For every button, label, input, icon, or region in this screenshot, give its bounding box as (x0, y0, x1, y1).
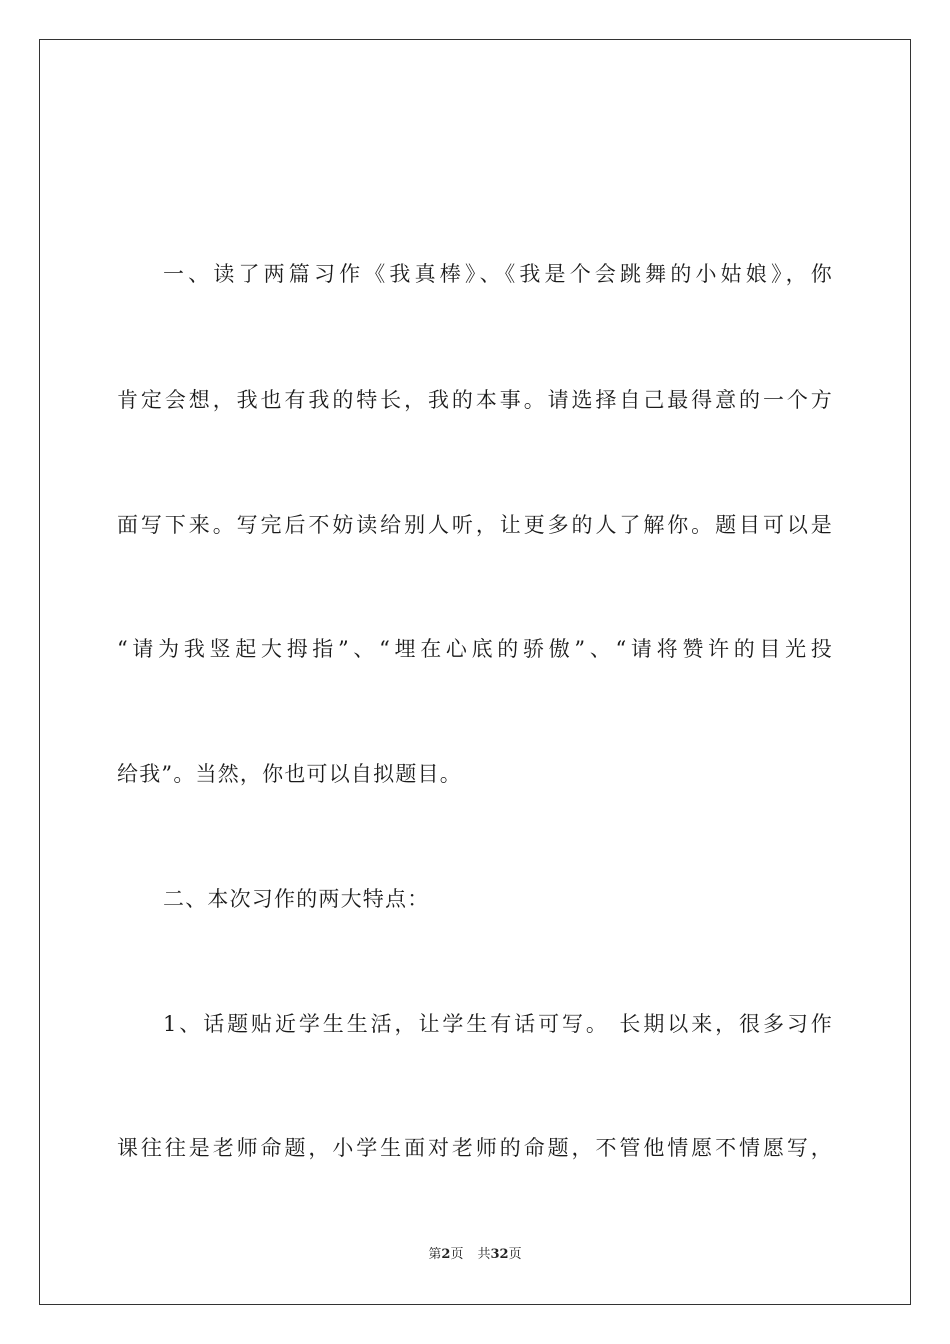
paragraph-line-2: 肯定会想，我也有我的特长，我的本事。请选择自己最得意的一个方 (117, 388, 833, 412)
paragraph-line-1: 一、读了两篇习作《我真棒》、《我是个会跳舞的小姑娘》，你 (163, 262, 833, 286)
paragraph-line-7: 课往往是老师命题，小学生面对老师的命题，不管他情愿不情愿写， (117, 1136, 833, 1160)
footer-total-pages: 32 (490, 1247, 509, 1262)
footer-page-number: 2 (441, 1247, 451, 1262)
section-heading-2: 二、本次习作的两大特点： (163, 887, 430, 911)
paragraph-line-5: 给我”。当然，你也可以自拟题目。 (117, 762, 462, 786)
page-footer (0, 1246, 950, 1264)
paragraph-line-3: 面写下来。写完后不妨读给别人听，让更多的人了解你。题目可以是 (117, 513, 833, 537)
footer-page-suffix: 页 (450, 1247, 464, 1262)
footer-page-prefix: 第 (428, 1247, 442, 1262)
footer-total-prefix: 共 (477, 1247, 491, 1262)
paragraph-line-6: 1、话题贴近学生生活，让学生有话可写。 长期以来，很多习作 (163, 1012, 833, 1036)
page-border (39, 39, 911, 1305)
footer-total-suffix: 页 (508, 1247, 522, 1262)
paragraph-line-4: “请为我竖起大拇指”、“埋在心底的骄傲”、“请将赞许的目光投 (117, 637, 833, 661)
